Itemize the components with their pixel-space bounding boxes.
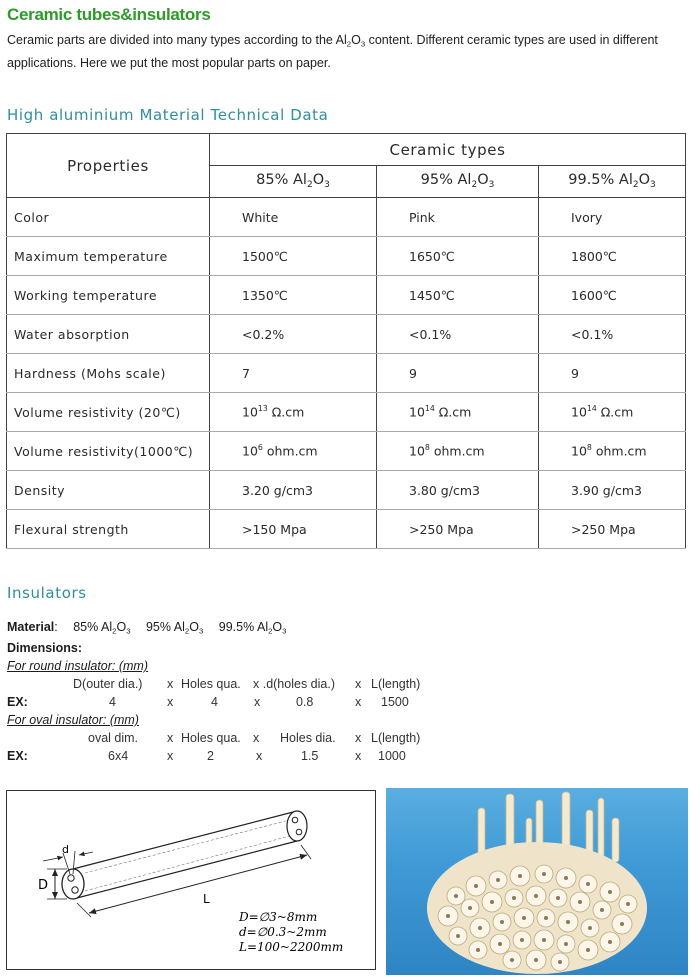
spec-d: d=∅0.3~2mm [239, 925, 327, 939]
oval-ex-value: 1.5 [301, 749, 319, 763]
round-ex-value: x [355, 695, 362, 709]
table-row [7, 393, 686, 432]
material-label: Material [7, 620, 55, 634]
column-header-85: 85% $Al_2O_3$ [210, 166, 377, 198]
row-label: Maximum temperature [7, 237, 210, 276]
technical-data-heading: High aluminium Material Technical Data [7, 106, 329, 124]
properties-header: Properties [7, 134, 210, 198]
round-ex-value: 0.8 [296, 695, 314, 709]
oval-ex-value: 1000 [378, 749, 406, 763]
technical-data-table [6, 133, 686, 549]
round-ex-value: x [167, 695, 174, 709]
row-label: Volume resistivity(1000℃) [7, 432, 210, 471]
row-label: Density [7, 471, 210, 510]
cell: $10^8$ ohm.cm [539, 432, 686, 471]
page-title: Ceramic tubes&insulators [7, 5, 211, 24]
spec-L: L=100~2200mm [239, 940, 344, 954]
oval-header-x: x [355, 731, 362, 745]
cell: 1350℃ [210, 276, 377, 315]
cell: >150 Mpa [210, 510, 377, 549]
table-row [7, 432, 686, 471]
oval-header-holes-qua: Holes qua. [181, 731, 241, 745]
cell: Ivory [539, 198, 686, 237]
cell: 3.80 g/cm3 [377, 471, 539, 510]
column-header-995: 99.5% $Al_2O_3$ [539, 166, 686, 198]
oval-header-x: x [253, 731, 260, 745]
oval-header-length: L(length) [371, 731, 421, 745]
row-label: Water absorption [7, 315, 210, 354]
insulator-diagram [6, 790, 376, 970]
oval-ex-value: 6x4 [108, 749, 129, 763]
oval-ex-value: x [167, 749, 174, 763]
cell: 1800℃ [539, 237, 686, 276]
oval-ex-value: x [256, 749, 263, 763]
cell: Pink [377, 198, 539, 237]
round-header-x: x [167, 677, 174, 691]
table-row [7, 354, 686, 393]
round-header-outer-dia: D(outer dia.) [73, 677, 143, 691]
table-row [7, 276, 686, 315]
insulators-heading: Insulators [7, 584, 87, 602]
oval-ex-value: x [355, 749, 362, 763]
cell: <0.1% [377, 315, 539, 354]
cell: 1500℃ [210, 237, 377, 276]
cell: 9 [539, 354, 686, 393]
cell: $10^6$ ohm.cm [210, 432, 377, 471]
cell: $10^{14}$ Ω.cm [377, 393, 539, 432]
cell: $10^8$ ohm.cm [377, 432, 539, 471]
round-header-holes-dia: x .d(holes dia.) [253, 677, 335, 691]
round-header-holes-qua: Holes qua. [181, 677, 241, 691]
oval-ex-label: EX: [7, 749, 28, 763]
cell: 3.90 g/cm3 [539, 471, 686, 510]
cell: 3.20 g/cm3 [210, 471, 377, 510]
round-ex-value: 1500 [381, 695, 409, 709]
ceramic-tubes-photo [386, 788, 688, 975]
cell: $10^{14}$ Ω.cm [539, 393, 686, 432]
cell: 1450℃ [377, 276, 539, 315]
round-ex-value: 4 [211, 695, 218, 709]
insulator-drawing [7, 791, 375, 969]
cell: <0.1% [539, 315, 686, 354]
material-line: Material: 85% $Al_2O_3$ 95% $Al_2O_3$ 99.5% $Al_2O_3$ [7, 620, 287, 636]
dimensions-label: Dimensions: [7, 641, 83, 655]
material-85: 85% $Al_2O_3$ [73, 620, 131, 636]
ceramic-types-header: Ceramic types [210, 134, 686, 166]
cell: 7 [210, 354, 377, 393]
table-row [7, 198, 686, 237]
round-ex-label: EX: [7, 695, 28, 709]
spec-D: D=∅3~8mm [239, 910, 318, 924]
row-label: Volume resistivity (20℃) [7, 393, 210, 432]
cell: White [210, 198, 377, 237]
row-label: Working temperature [7, 276, 210, 315]
round-ex-value: x [254, 695, 261, 709]
row-label: Flexural strength [7, 510, 210, 549]
oval-header-dim: oval dim. [88, 731, 139, 745]
cell: 9 [377, 354, 539, 393]
oval-header-x: x [167, 731, 174, 745]
diagram-label-D: D [38, 878, 49, 893]
oval-insulator-label: For oval insulator: (mm) [7, 713, 139, 727]
table-row [7, 237, 686, 276]
cell: 1650℃ [377, 237, 539, 276]
cell: >250 Mpa [539, 510, 686, 549]
intro-paragraph: Ceramic parts are divided into many types according to the $Al_2O_3$ content. Different ceramic types are used in different applications. Here we put the most popular parts on paper. [7, 33, 658, 70]
cell: $10^{13}$ Ω.cm [210, 393, 377, 432]
table-row [7, 510, 686, 549]
oval-ex-value: 2 [207, 749, 214, 763]
row-label: Hardness (Mohs scale) [7, 354, 210, 393]
table-row [7, 471, 686, 510]
row-label: Color [7, 198, 210, 237]
cell: <0.2% [210, 315, 377, 354]
round-ex-value: 4 [109, 695, 116, 709]
cell: 1600℃ [539, 276, 686, 315]
material-995: 99.5% $Al_2O_3$ [218, 620, 287, 636]
diagram-label-L: L [203, 892, 210, 906]
round-insulator-label: For round insulator: (mm) [7, 659, 149, 673]
diagram-label-d: d [62, 843, 69, 856]
table-row [7, 315, 686, 354]
round-header-x: x [355, 677, 362, 691]
oval-header-holes-dia: Holes dia. [280, 731, 336, 745]
tubes-bundle-illustration [386, 788, 688, 975]
material-95: 95% $Al_2O_3$ [145, 620, 204, 636]
column-header-95: 95% $Al_2O_3$ [377, 166, 539, 198]
tube-shape [62, 811, 307, 899]
round-header-length: L(length) [371, 677, 421, 691]
cell: >250 Mpa [377, 510, 539, 549]
